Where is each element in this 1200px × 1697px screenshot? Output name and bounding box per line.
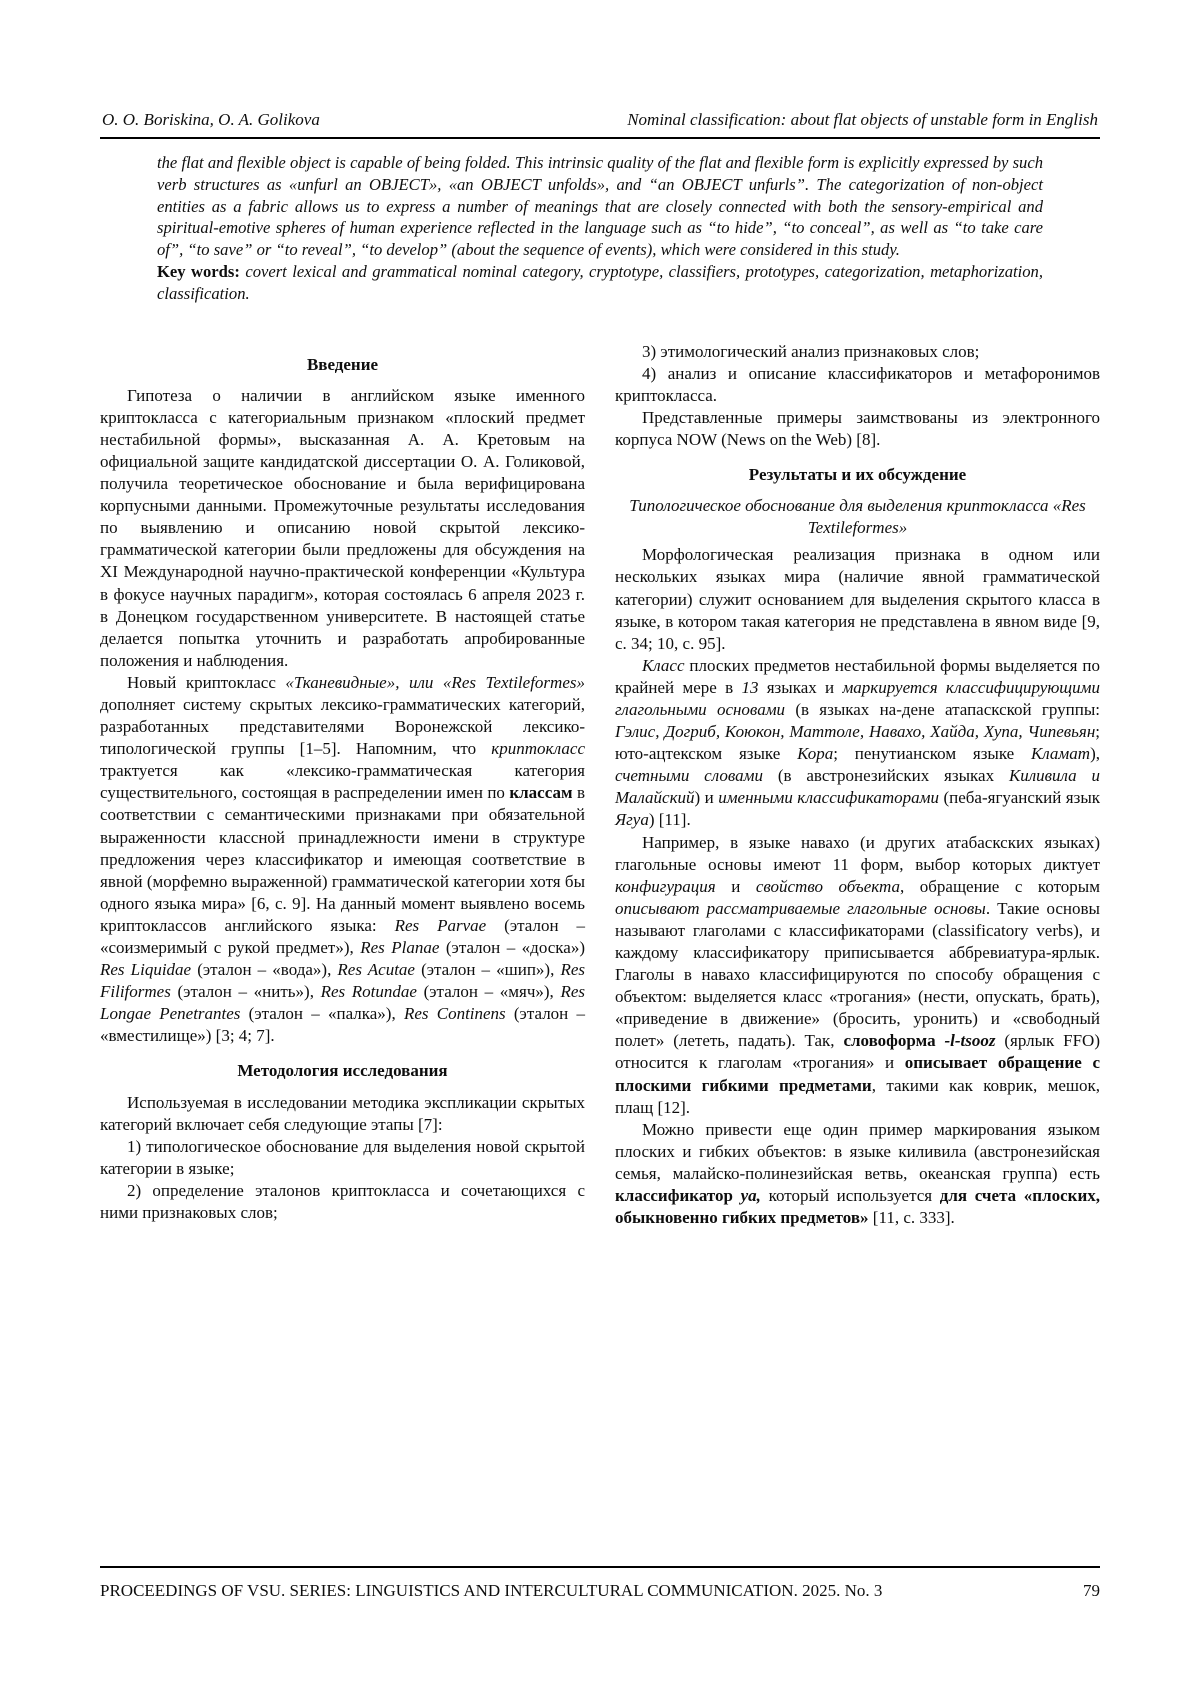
page-footer [100,1566,1100,1601]
text-run: ya, [740,1186,761,1206]
text-run: и [715,876,756,896]
running-header-authors: O. O. Boriskina, O. A. Golikova [102,110,320,129]
text-run: именными классификаторами [718,788,940,808]
text-run: в соответствии с семантическими признаками при обязательной выраженности классной принадлежности имени в структуре предложения через классификатор и имеющая соответствие в явной (морфемно выраженной) грамматической категории хотя бы одного языка мира» [6, с. 9]. На данный момент выявлено восемь криптоклассов английского языка: [100,783,585,935]
text-run: Представленные примеры заимствованы из электронного корпуса NOW (News on the Web) [8]. [615,407,1100,449]
section-heading [615,464,1100,486]
text-run: (пеба-ягуанский язык [939,788,1100,808]
text-run: счетными словами [615,766,763,786]
text-run: Res Continens [403,1004,506,1024]
text-run: (эталон – «палка»), [240,1004,404,1024]
text-run: 2) определение эталонов криптокласса и сочетающихся с ними признаковых слов; [100,1180,585,1223]
text-run: для счета «плоских, обыкновенно гибких предметов» [615,1186,1100,1228]
body-columns [100,341,1100,1230]
text-run: плоских предметов нестабильной формы выделяется по крайней мере в [615,655,1100,697]
paragraph [615,832,1100,1119]
text-run: -l-tsooz [944,1031,996,1051]
text-run: классификатор [615,1186,741,1206]
text-run: Кора [797,744,834,764]
text-run: ; пенутианском языке [833,744,1032,764]
text-run: , такими как коврик, мешок, плащ [12]. [615,1075,1100,1117]
text-run: Например, в языке навахо (и других атабаскских языках) глагольные основы имеют 11 форм, выбор которых диктует [615,832,1100,874]
text-run: Res Longae Penetrantes [100,982,585,1024]
footer-journal-line: PROCEEDINGS OF VSU. SERIES: LINGUISTICS AND INTERCULTURAL COMMUNICATION. 2025. No. 3 [100,1581,883,1600]
section-heading [100,354,585,376]
column-left [100,341,585,1230]
text-run: Key words: [157,261,246,281]
text-run: (эталон – «доска») [439,938,585,958]
text-run: Можно привести еще один пример маркирования языком плоских и гибких объектов: в языке киливила (австронезийская семья, малайско-полинезийская ветвь, океанская группа) есть [615,1119,1100,1183]
text-run: Новый криптокласс [127,672,286,692]
paragraph [615,341,1100,363]
text-run: Используемая в исследовании методика экспликации скрытых категорий включает себя следующие этапы [7]: [100,1092,585,1134]
text-run: Введение [306,354,379,374]
text-run: Методология исследования [237,1061,448,1081]
text-run: трактуется как «лексико-грамматическая категория существительного, состоящая в распределении имен по [100,761,585,803]
text-run: (эталон – «вода»), [191,960,338,980]
header-rule [100,137,1100,139]
paragraph [157,261,1043,305]
text-run: (в австронезийских языках [762,766,1009,786]
section-subheading [615,495,1100,539]
text-run: маркируется классифицирующими глагольными основами [615,677,1100,719]
text-run: Res Parvae [394,915,487,935]
text-run: (в языках на-дене атапаскской группы: [785,699,1100,719]
running-header-title: Nominal classification: about flat objects of unstable form in English [627,110,1098,129]
text-run: свойство объекта [755,876,900,896]
paragraph [615,363,1100,407]
text-run: 13 [741,677,759,697]
running-header [100,110,1100,137]
text-run: который используется [760,1186,940,1206]
text-run: Гипотеза о наличии в английском языке именного криптокласса с категориальным признаком «плоский предмет нестабильной формы», высказанная А. А. Кретовым на официальной защите кандидатской диссертации О. А. Голиковой, получила теоретическое обоснование и была верифицирована корпусными данными. Промежуточные результаты исследования по выявлению и описанию новой скрытой лексико-грамматической категории были предложены для обсуждения на XI Международной научно-практической конференции «Культура в фокусе научных парадигм», которая состоялась 6 апреля 2023 г. в Донецком государственном университете. В настоящей статье делается попытка уточнить и разработать апробированные положения и наблюдения. [100,385,585,670]
text-run: ( [995,1031,1011,1051]
text-run: классам [509,783,573,803]
text-run: ярлык FFO) относится к глаголам «трогания» и [615,1031,1100,1073]
column-right [615,341,1100,1230]
text-run: Гэлис, Догриб, Коюкон, Маттоле, Навахо, Хайда, Хупа, Чипевьян [615,722,1096,742]
text-run: (эталон – «шип»), [414,960,561,980]
text-run: Res Planae [360,938,440,958]
page-number: 79 [1083,1581,1100,1600]
text-run: Класс [642,655,685,675]
text-run: Типологическое обоснование для выделения криптокласса «Res Textileformes» [629,496,1086,538]
paragraph [100,672,585,1048]
text-run: описывает обращение с плоскими гибкими предметами [615,1053,1100,1095]
paragraph [615,407,1100,451]
text-run: the flat and flexible object is capable of being folded. This intrinsic quality of the flat and flexible form is explicitly expressed by such verb structures as «unfurl an OBJECT», «an OBJECT unfolds», and “an OBJECT unfurls”. The categorization of non-object entities as a fabric allows us to express a number of meanings that are closely connected with both the sensory-empirical and spiritual-emotive spheres of human experience reflected in the language such as “to hide”, “to conceal”, as well as “to take care of”, “to save” or “to reveal”, “to develop” (about the sequence of events), which were considered in this study. [157,153,1043,260]
text-run: ), [1090,744,1100,764]
text-run: covert lexical and grammatical nominal category, cryptotype, classifiers, prototypes, categorization, metaphorization, classification. [157,261,1043,303]
text-run: дополняет систему скрытых лексико-грамматических категорий, разработанных представителями Воронежской лексико-типологической группы [1–5]. Напомним, что [100,694,585,759]
text-run: «Тканевидные», или «Res Textileformes» [285,672,585,692]
paragraph [100,385,585,672]
text-run: Ягуа [615,810,649,830]
paragraph [100,1136,585,1180]
paragraph [615,544,1100,654]
text-run: (эталон – «вместилище») [3; 4; 7]. [100,1004,585,1046]
abstract [157,152,1043,305]
text-run: описывают рассматриваемые глагольные основы [615,898,986,918]
text-run: ) и [694,788,719,808]
text-run: ) [11]. [648,810,691,830]
paragraph [100,1180,585,1224]
text-run: 1) типологическое обоснование для выделения новой скрытой категории в языке; [100,1136,585,1178]
text-run: Результаты и их обсуждение [748,465,967,485]
paragraph [615,1119,1100,1229]
text-run: (эталон – «соизмеримый с рукой предмет»), [100,915,586,958]
text-run: Морфологическая реализация признака в одном или нескольких языках мира (наличие явной грамматической категории) служит основанием для выделения скрытого класса в языке, в котором такая категория не представлена в явном виде [9, с. 34; 10, с. 95]. [615,545,1100,653]
paragraph [100,1092,585,1136]
text-run: Res Liquidae [100,960,192,980]
text-run: (эталон – «нить»), [170,982,321,1002]
text-run: Res Filiformes [100,960,585,1002]
text-run: словоформа [843,1031,945,1051]
text-run: Res Rotundae [320,982,417,1002]
text-run: (эталон – «мяч»), [416,982,561,1002]
text-run: Кламат [1031,744,1091,764]
text-run: ; юто-ацтекском языке [615,722,1100,764]
text-run: , обращение с которым [900,876,1100,896]
footer-row [100,1568,1100,1601]
text-run: . Такие основы называют глаголами с классификаторами (classificatory verbs), и каждому классификатору приписывается аббревиатура-ярлык. Глаголы в навахо классифицируются по способу обращения с объектом: выделяется класс «трогания» (нести, опускать, брать), «приведение в движение» (бросить, уронить) и «свободный полет» (лететь, падать). Так, [615,898,1100,1051]
text-run: языках и [758,677,843,697]
text-run: Res Acutae [337,960,415,980]
text-run: 3) этимологический анализ признаковых слов; [642,341,980,361]
section-heading [100,1060,585,1082]
paragraph [157,152,1043,261]
text-run: [11, с. 333]. [868,1208,955,1228]
text-run: криптокласс [491,739,585,759]
text-run: конфигурация [615,876,716,896]
text-run: 4) анализ и описание классификаторов и метафоронимов криптокласса. [615,363,1100,405]
text-run: Киливила и Малайский [615,766,1101,808]
paragraph [615,655,1100,832]
